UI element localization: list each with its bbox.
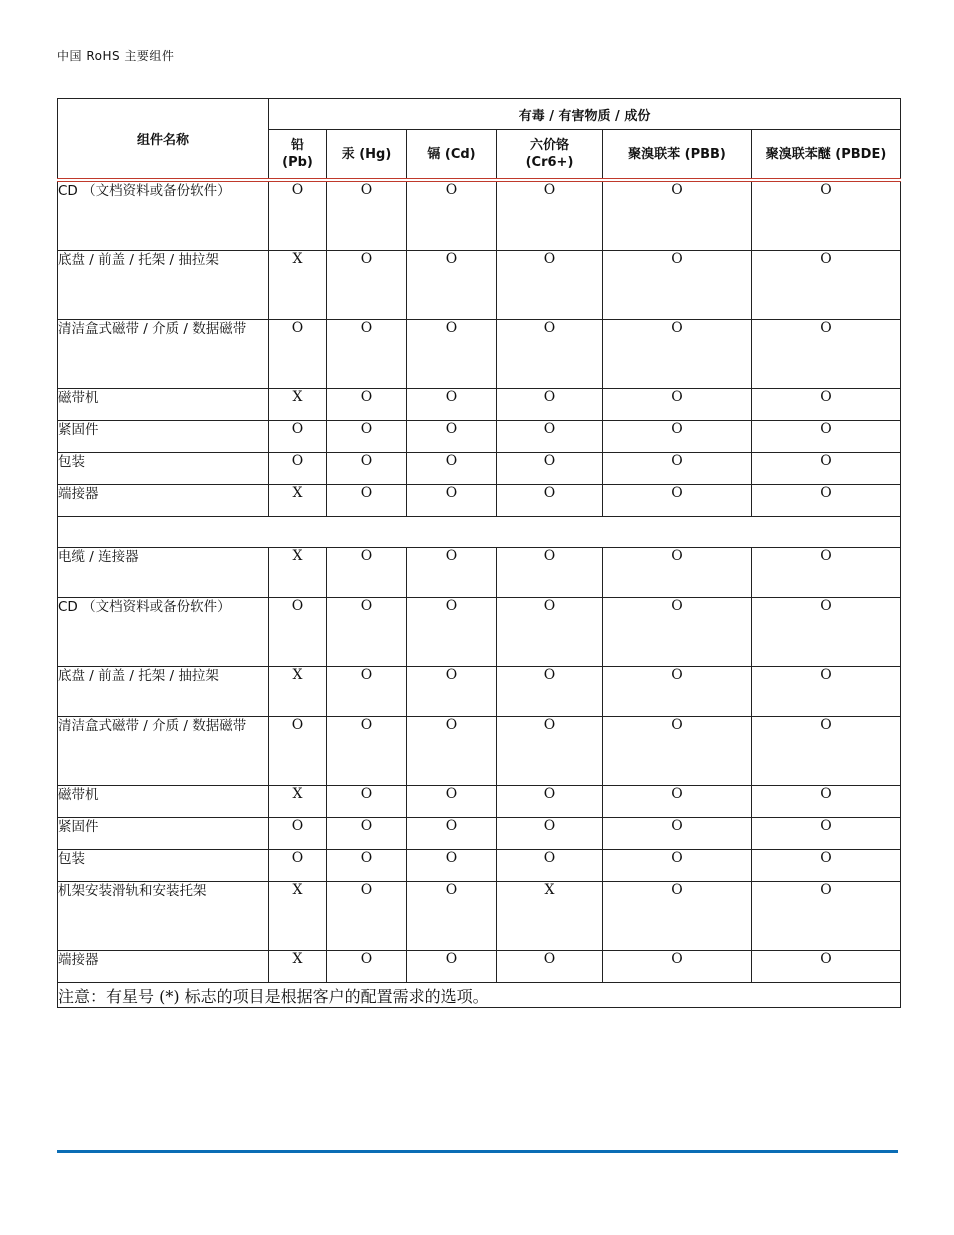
component-name: 磁带机 (58, 786, 269, 818)
substance-mark: O (269, 717, 327, 786)
column-header-label: 镉 (Cd) (427, 146, 476, 162)
substance-mark: X (269, 786, 327, 818)
substance-mark: O (497, 180, 603, 251)
substance-mark: O (752, 818, 901, 850)
column-header (269, 130, 327, 181)
substance-mark: O (497, 548, 603, 598)
substance-mark: X (269, 548, 327, 598)
component-name: 紧固件 (58, 818, 269, 850)
table-row (58, 667, 901, 717)
component-name: 机架安装滑轨和安装托架 (58, 882, 269, 951)
substance-mark: O (603, 251, 752, 320)
substance-mark: O (497, 717, 603, 786)
substance-mark: O (603, 485, 752, 517)
column-header (327, 130, 407, 181)
substance-mark: O (327, 453, 407, 485)
substance-mark: X (269, 485, 327, 517)
substance-mark: O (407, 453, 497, 485)
substance-mark: O (407, 786, 497, 818)
component-name: 电缆 / 连接器 (58, 548, 269, 598)
substance-mark: O (752, 667, 901, 717)
substance-mark: O (269, 818, 327, 850)
substance-mark: X (269, 667, 327, 717)
substance-mark: X (269, 389, 327, 421)
component-name: 底盘 / 前盖 / 托架 / 抽拉架 (58, 251, 269, 320)
substance-mark: O (407, 667, 497, 717)
substance-mark: O (407, 598, 497, 667)
table-row (58, 951, 901, 983)
substance-mark: O (497, 389, 603, 421)
substance-mark: O (603, 389, 752, 421)
table-row (58, 882, 901, 951)
component-name: 包装 (58, 850, 269, 882)
rohs-table (57, 98, 901, 1008)
substance-mark: O (407, 951, 497, 983)
substance-mark: O (603, 850, 752, 882)
substance-mark: O (327, 818, 407, 850)
substance-mark: O (407, 717, 497, 786)
substance-mark: O (269, 598, 327, 667)
column-header (497, 130, 603, 181)
substance-mark: O (327, 717, 407, 786)
substance-mark: O (327, 786, 407, 818)
substance-mark: O (327, 421, 407, 453)
substance-mark: O (752, 180, 901, 251)
substance-mark: O (752, 485, 901, 517)
substance-mark: O (407, 389, 497, 421)
column-header-label: 聚溴联苯醚 (PBDE) (765, 146, 887, 162)
substance-mark: X (269, 882, 327, 951)
substance-mark: O (603, 786, 752, 818)
component-name: 端接器 (58, 951, 269, 983)
table-row (58, 548, 901, 598)
component-name: 底盘 / 前盖 / 托架 / 抽拉架 (58, 667, 269, 717)
substance-mark: O (497, 667, 603, 717)
column-header-label: 汞 (Hg) (341, 146, 392, 162)
substance-mark: O (497, 320, 603, 389)
substance-group-header: 有毒 / 有害物质 / 成份 (269, 99, 901, 130)
substance-mark: O (752, 421, 901, 453)
substance-mark: O (497, 421, 603, 453)
substance-mark: O (407, 180, 497, 251)
substance-mark: O (603, 548, 752, 598)
substance-mark: O (269, 421, 327, 453)
table-row (58, 717, 901, 786)
substance-mark: O (752, 598, 901, 667)
substance-mark: O (327, 951, 407, 983)
substance-mark: O (497, 951, 603, 983)
table-row (58, 453, 901, 485)
substance-mark: O (752, 882, 901, 951)
substance-mark: O (603, 180, 752, 251)
substance-mark: O (497, 453, 603, 485)
component-name: 磁带机 (58, 389, 269, 421)
column-header (752, 130, 901, 181)
table-row (58, 485, 901, 517)
substance-mark: O (269, 320, 327, 389)
substance-mark: O (752, 850, 901, 882)
component-name-header: 组件名称 (58, 99, 269, 181)
substance-mark: O (407, 548, 497, 598)
substance-mark: X (497, 882, 603, 951)
column-header (603, 130, 752, 181)
substance-mark: O (327, 667, 407, 717)
table-row (58, 850, 901, 882)
page-title: 中国 RoHS 主要组件 (57, 49, 175, 63)
table-row (58, 251, 901, 320)
table-row (58, 517, 901, 548)
substance-mark: O (752, 951, 901, 983)
substance-mark: O (752, 717, 901, 786)
component-name: 紧固件 (58, 421, 269, 453)
substance-mark: O (603, 717, 752, 786)
substance-mark: O (269, 850, 327, 882)
substance-mark: O (603, 951, 752, 983)
substance-mark: O (327, 251, 407, 320)
substance-mark: O (327, 882, 407, 951)
substance-mark: O (497, 850, 603, 882)
substance-mark: O (752, 251, 901, 320)
substance-mark: O (752, 453, 901, 485)
column-header (407, 130, 497, 181)
substance-mark: O (497, 818, 603, 850)
table-row (58, 180, 901, 251)
substance-mark: O (327, 598, 407, 667)
column-header-sublabel: (Cr6+) (525, 155, 574, 170)
table-row (58, 786, 901, 818)
substance-mark: O (327, 485, 407, 517)
table-note: 注意：有星号 (*) 标志的项目是根据客户的配置需求的选项。 (58, 983, 901, 1008)
table-row (58, 389, 901, 421)
substance-mark: O (603, 667, 752, 717)
table-row (58, 320, 901, 389)
substance-mark: O (327, 850, 407, 882)
table-row (58, 421, 901, 453)
column-header-label: 六价铬 (529, 138, 569, 153)
substance-mark: O (497, 598, 603, 667)
substance-mark: O (407, 421, 497, 453)
substance-mark: O (407, 320, 497, 389)
substance-mark: O (327, 548, 407, 598)
component-name: 清洁盒式磁带 / 介质 / 数据磁带 (58, 717, 269, 786)
footer-rule (57, 1150, 898, 1153)
substance-mark: O (269, 453, 327, 485)
component-name: 清洁盒式磁带 / 介质 / 数据磁带 (58, 320, 269, 389)
substance-mark: O (752, 320, 901, 389)
substance-mark: O (407, 882, 497, 951)
table-row (58, 818, 901, 850)
note-row (58, 983, 901, 1008)
substance-mark: O (327, 389, 407, 421)
column-header-label: 聚溴联苯 (PBB) (628, 146, 726, 162)
substance-mark: O (327, 320, 407, 389)
substance-mark: O (752, 548, 901, 598)
substance-mark: O (603, 453, 752, 485)
component-name: CD （文档资料或备份软件） (58, 598, 269, 667)
substance-mark: O (603, 882, 752, 951)
substance-mark: X (269, 951, 327, 983)
substance-mark: O (407, 251, 497, 320)
substance-mark: O (497, 786, 603, 818)
table-row (58, 598, 901, 667)
substance-mark: O (407, 850, 497, 882)
substance-mark: O (327, 180, 407, 251)
substance-mark: O (497, 251, 603, 320)
column-header-label: 铅 (290, 138, 304, 153)
substance-mark: O (407, 485, 497, 517)
substance-mark: O (497, 485, 603, 517)
substance-mark: X (269, 251, 327, 320)
substance-mark: O (269, 180, 327, 251)
component-name: CD （文档资料或备份软件） (58, 180, 269, 251)
substance-mark: O (603, 320, 752, 389)
substance-mark: O (752, 786, 901, 818)
substance-mark: O (407, 818, 497, 850)
substance-mark: O (603, 598, 752, 667)
substance-mark: O (603, 818, 752, 850)
component-name: 端接器 (58, 485, 269, 517)
component-name: 包装 (58, 453, 269, 485)
substance-mark: O (603, 421, 752, 453)
column-header-sublabel: (Pb) (282, 155, 313, 170)
separator-row (58, 517, 901, 548)
substance-mark: O (752, 389, 901, 421)
